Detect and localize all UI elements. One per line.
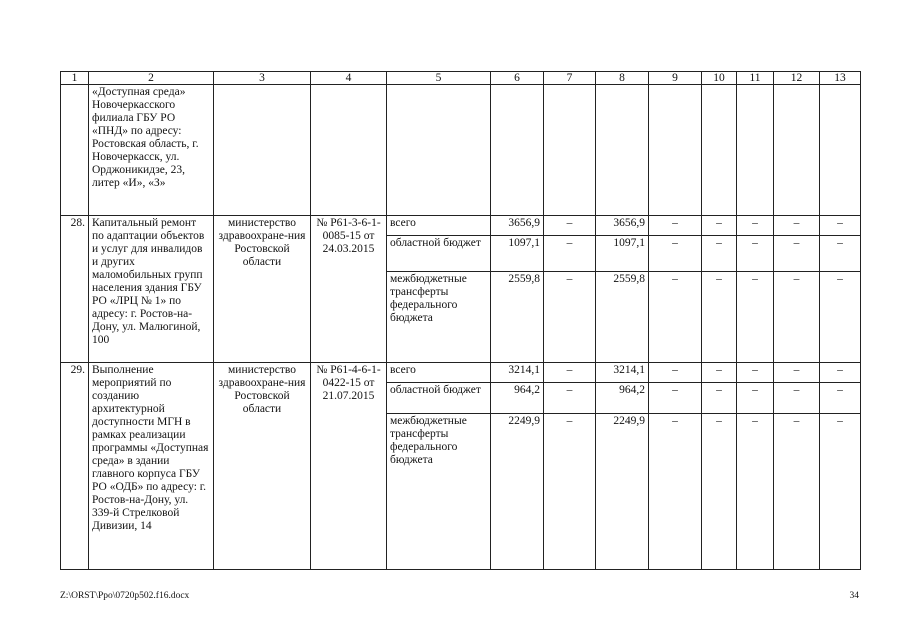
value-c12: – (774, 414, 820, 570)
value-c6: 3214,1 (491, 363, 544, 383)
header-cell: 10 (702, 72, 737, 85)
value-c8: 2249,9 (596, 414, 649, 570)
row-description: Выполнение мероприятий по созданию архитектурной доступности МГН в рамках реализации программы «Доступная среда» в здании главного корпуса ГБУ РО «ОДБ» по адресу: г. Ростов-на-Дону, ул. 339-й Стрелковой Дивизии, 14 (89, 363, 214, 570)
funding-source: всего (387, 216, 491, 236)
cell-value (737, 85, 774, 216)
header-cell: 8 (596, 72, 649, 85)
funding-source: областной бюджет (387, 383, 491, 414)
value-c9: – (649, 216, 702, 236)
value-c10: – (702, 272, 737, 363)
value-c7: – (544, 272, 596, 363)
value-c8: 2559,8 (596, 272, 649, 363)
cell-value (702, 85, 737, 216)
cell-value (820, 85, 861, 216)
header-cell: 7 (544, 72, 596, 85)
value-c9: – (649, 414, 702, 570)
funding-source: межбюджетные трансферты федерального бюджета (387, 414, 491, 570)
value-c10: – (702, 414, 737, 570)
value-c7: – (544, 383, 596, 414)
cell-num (61, 85, 89, 216)
header-cell: 2 (89, 72, 214, 85)
value-c12: – (774, 272, 820, 363)
cell-description: «Доступная среда» Новочеркасского филиала ГБУ РО «ПНД» по адресу: Ростовская область, г. Новочеркасск, ул. Орджоникидзе, 23, литер «И», «З» (89, 85, 214, 216)
cell-value (596, 85, 649, 216)
value-c6: 3656,9 (491, 216, 544, 236)
cell-value (774, 85, 820, 216)
value-c11: – (737, 383, 774, 414)
value-c12: – (774, 363, 820, 383)
value-c8: 964,2 (596, 383, 649, 414)
value-c9: – (649, 383, 702, 414)
header-cell: 1 (61, 72, 89, 85)
value-c13: – (820, 414, 861, 570)
value-c6: 964,2 (491, 383, 544, 414)
value-c9: – (649, 236, 702, 272)
cell-value (544, 85, 596, 216)
header-cell: 3 (214, 72, 311, 85)
value-c7: – (544, 236, 596, 272)
header-row (61, 72, 861, 85)
value-c11: – (737, 272, 774, 363)
value-c11: – (737, 236, 774, 272)
value-c7: – (544, 414, 596, 570)
footer-page-number: 34 (849, 591, 859, 601)
table-row (61, 216, 861, 236)
header-cell: 11 (737, 72, 774, 85)
value-c12: – (774, 383, 820, 414)
cell-ministry (214, 85, 311, 216)
value-c10: – (702, 383, 737, 414)
value-c7: – (544, 216, 596, 236)
table-row (61, 363, 861, 383)
value-c10: – (702, 216, 737, 236)
value-c6: 2559,8 (491, 272, 544, 363)
value-c11: – (737, 363, 774, 383)
header-cell: 6 (491, 72, 544, 85)
cell-value (491, 85, 544, 216)
value-c11: – (737, 216, 774, 236)
cell-reg (311, 85, 387, 216)
header-cell: 9 (649, 72, 702, 85)
value-c8: 3656,9 (596, 216, 649, 236)
value-c10: – (702, 236, 737, 272)
value-c13: – (820, 216, 861, 236)
value-c13: – (820, 236, 861, 272)
value-c13: – (820, 272, 861, 363)
cell-value (649, 85, 702, 216)
row-description: Капитальный ремонт по адаптации объектов и услуг для инвалидов и других маломобильных групп населения здания ГБУ РО «ЛРЦ № 1» по адресу: г. Ростов-на-Дону, ул. Малюгиной, 100 (89, 216, 214, 363)
value-c9: – (649, 272, 702, 363)
value-c12: – (774, 236, 820, 272)
row-number: 28. (61, 216, 89, 363)
row-ministry: министерство здравоохране-ния Ростовской области (214, 363, 311, 570)
row-number: 29. (61, 363, 89, 570)
header-cell: 13 (820, 72, 861, 85)
header-cell: 4 (311, 72, 387, 85)
header-cell: 12 (774, 72, 820, 85)
value-c8: 3214,1 (596, 363, 649, 383)
row-registration: № Р61-3-6-1-0085-15 от 24.03.2015 (311, 216, 387, 363)
value-c9: – (649, 363, 702, 383)
value-c13: – (820, 383, 861, 414)
funding-source: межбюджетные трансферты федерального бюджета (387, 272, 491, 363)
value-c6: 1097,1 (491, 236, 544, 272)
value-c6: 2249,9 (491, 414, 544, 570)
continued-row (61, 85, 861, 216)
funding-source: областной бюджет (387, 236, 491, 272)
row-ministry: министерство здравоохране-ния Ростовской области (214, 216, 311, 363)
value-c12: – (774, 216, 820, 236)
value-c10: – (702, 363, 737, 383)
row-registration: № Р61-4-6-1-0422-15 от 21.07.2015 (311, 363, 387, 570)
budget-table (60, 71, 861, 570)
value-c8: 1097,1 (596, 236, 649, 272)
value-c13: – (820, 363, 861, 383)
value-c11: – (737, 414, 774, 570)
footer-file-path: Z:\ORST\Ppo\0720p502.f16.docx (60, 591, 190, 601)
value-c7: – (544, 363, 596, 383)
cell-source (387, 85, 491, 216)
funding-source: всего (387, 363, 491, 383)
header-cell: 5 (387, 72, 491, 85)
